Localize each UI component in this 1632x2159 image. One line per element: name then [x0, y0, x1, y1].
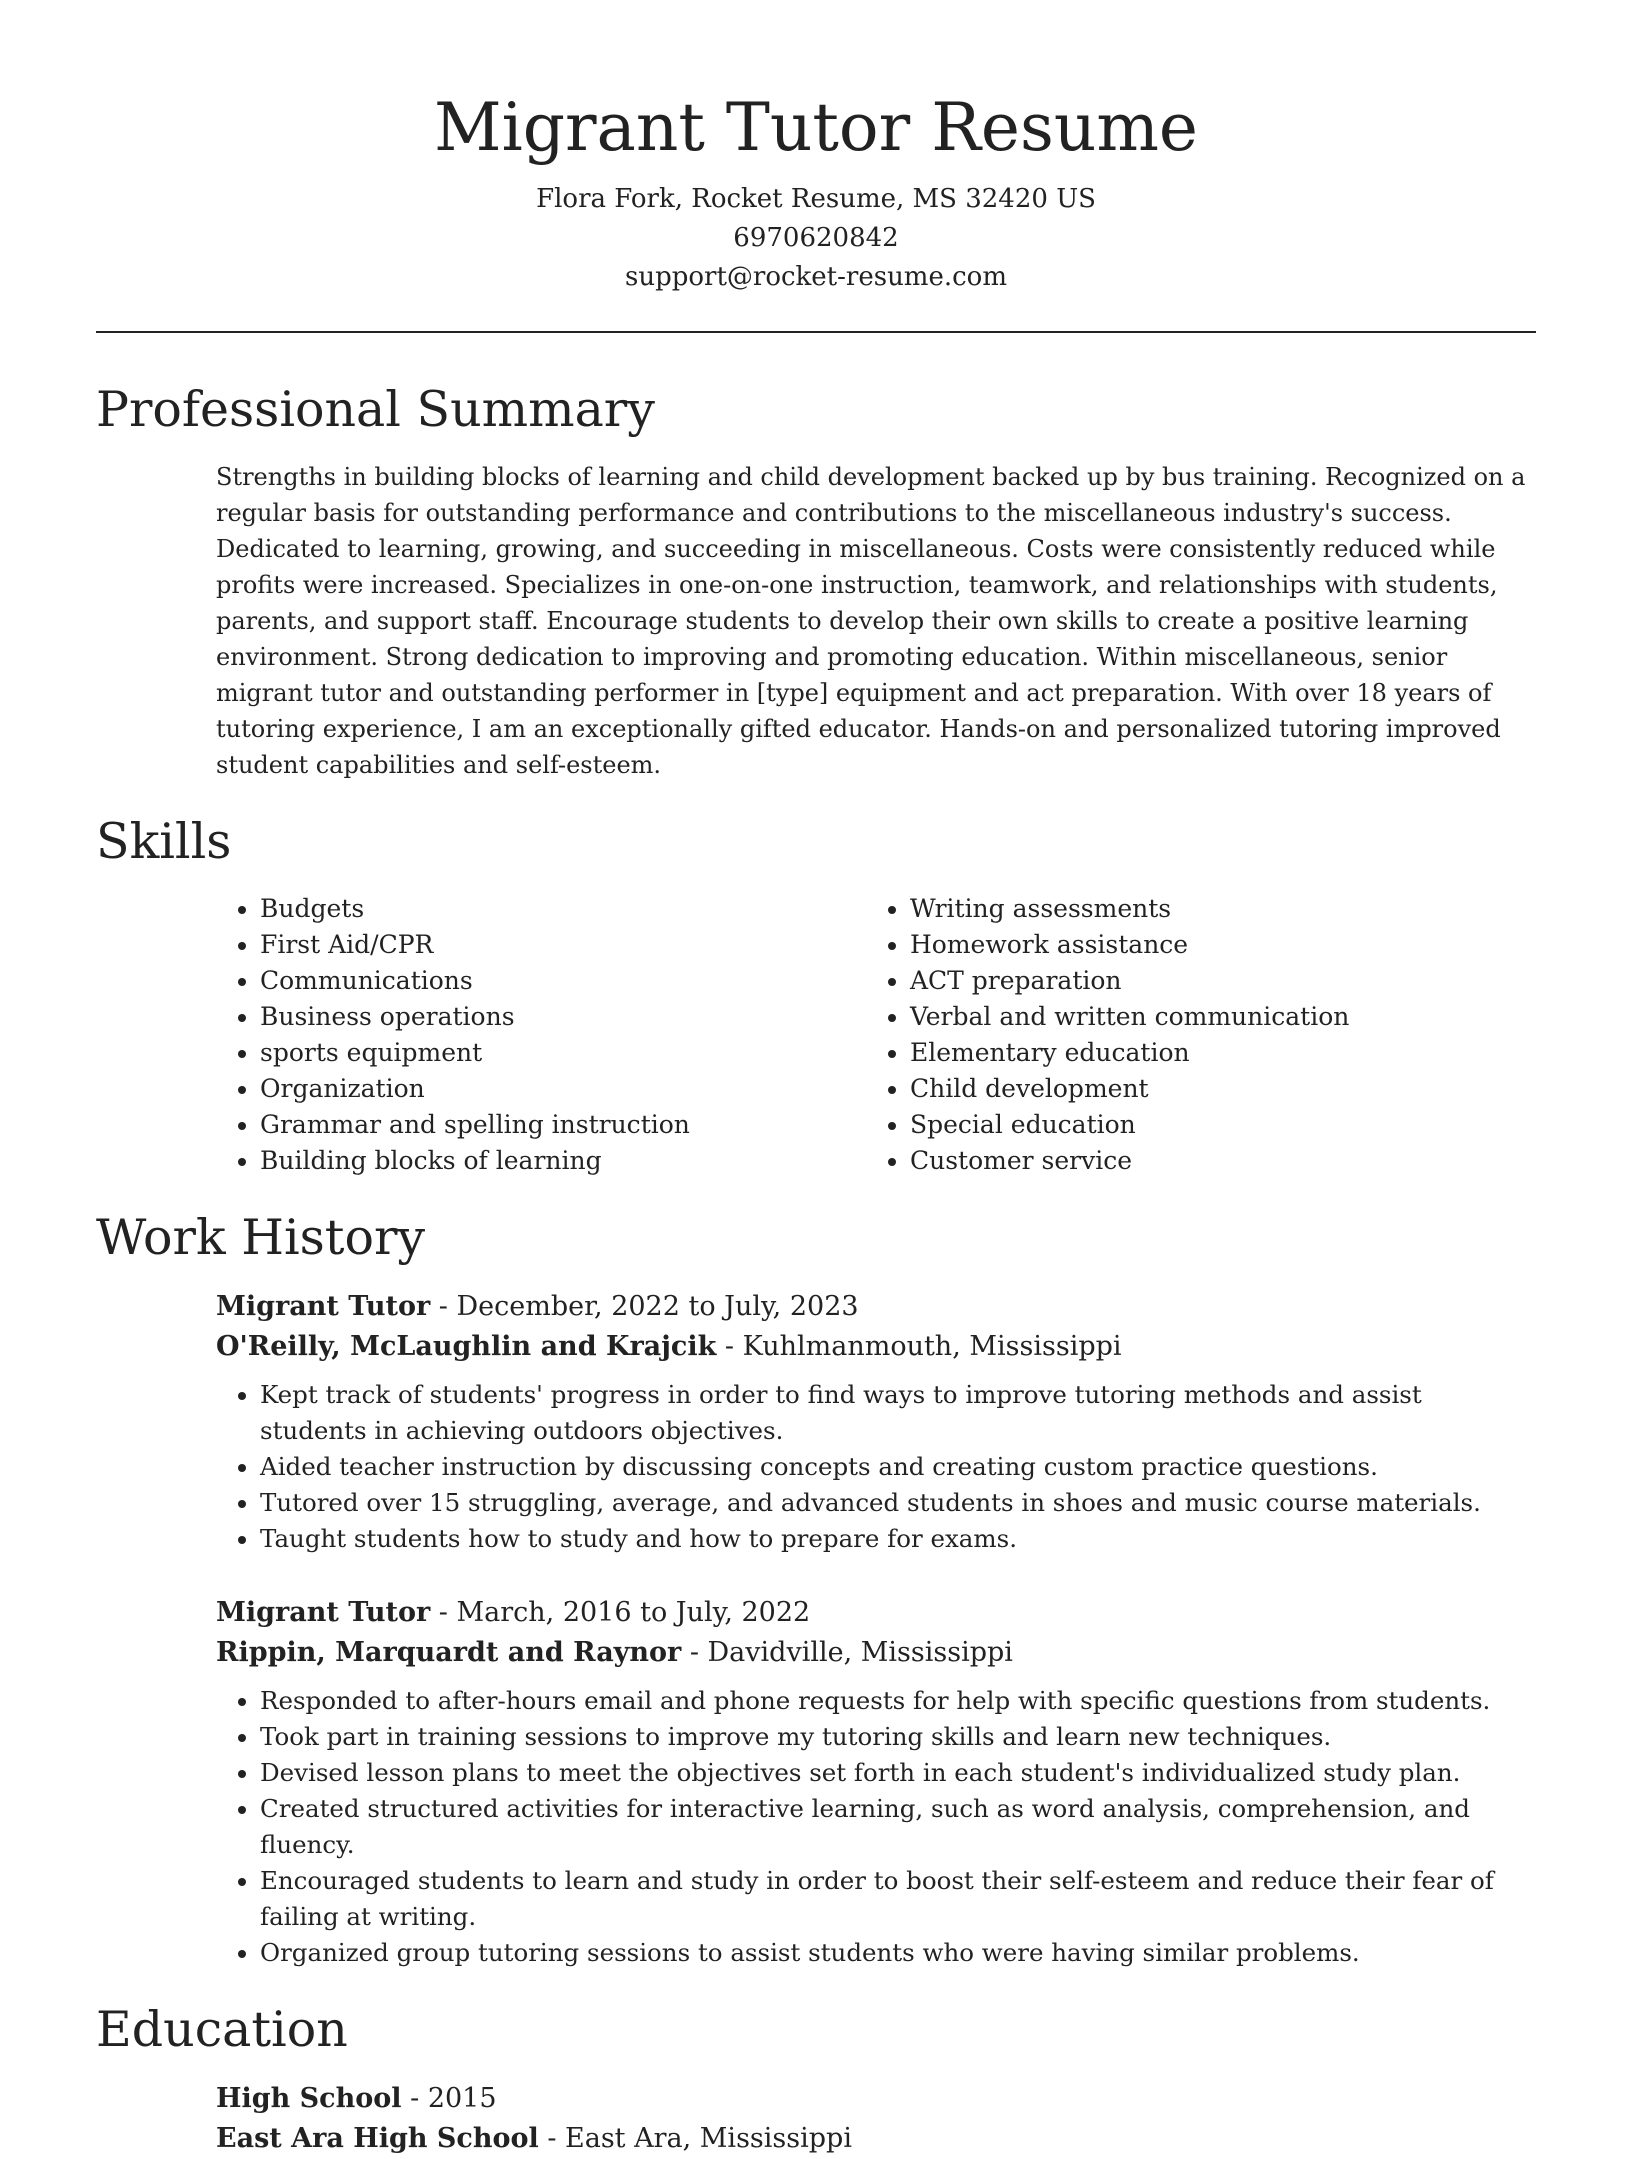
skill-item: • First Aid/CPR: [260, 927, 866, 963]
skill-item: • Special education: [910, 1107, 1516, 1143]
skill-item: • Customer service: [910, 1143, 1516, 1179]
education-degree: High School: [216, 2083, 402, 2114]
education-school-line: [216, 2119, 1536, 2159]
skill-item: • Writing assessments: [910, 891, 1516, 927]
summary-heading: Professional Summary: [96, 381, 655, 438]
job-role: Migrant Tutor: [216, 1291, 431, 1322]
job-bullets: [216, 1377, 1536, 1557]
skill-item: • Building blocks of learning: [260, 1143, 866, 1179]
skill-item: • Communications: [260, 963, 866, 999]
work-history-heading: Work History: [96, 1209, 426, 1266]
job-entry: [216, 1593, 1536, 1971]
contact-phone: 6970620842: [733, 223, 899, 253]
job-company-line: [216, 1633, 1536, 1673]
education-year: - 2015: [401, 2083, 497, 2114]
education-heading: Education: [96, 2001, 348, 2058]
education-school: East Ara High School: [216, 2123, 539, 2154]
job-dates: - March, 2016 to July, 2022: [430, 1597, 811, 1628]
skill-item: • Organization: [260, 1071, 866, 1107]
job-company-line: [216, 1327, 1536, 1367]
skill-item: • Homework assistance: [910, 927, 1516, 963]
contact-email: support@rocket-resume.com: [624, 262, 1007, 292]
header-divider: [96, 331, 1536, 333]
contact-address: Flora Fork, Rocket Resume, MS 32420 US: [536, 184, 1096, 214]
skills-columns: [216, 891, 1536, 1179]
job-bullet: • Tutored over 15 struggling, average, and advanced students in shoes and music course materials.: [260, 1485, 1536, 1521]
skill-item: • sports equipment: [260, 1035, 866, 1071]
skill-item: • Verbal and written communication: [910, 999, 1516, 1035]
education-entry: [216, 2079, 1536, 2159]
job-location: - Davidville, Mississippi: [681, 1637, 1013, 1668]
education-degree-line: [216, 2079, 1536, 2119]
job-bullet: • Aided teacher instruction by discussing concepts and creating custom practice questions.: [260, 1449, 1536, 1485]
job-bullet: • Devised lesson plans to meet the objectives set forth in each student's individualized study plan.: [260, 1755, 1536, 1791]
contact-block: [96, 180, 1536, 297]
education-location: - East Ara, Mississippi: [538, 2123, 852, 2154]
summary-text: Strengths in building blocks of learning and child development backed up by bus training. Recognized on a regular basis for outstanding performance and contributions to the miscellaneous industry's success. Dedicated to learning, growing, and succeeding in miscellaneous. Costs were consistently reduced while profits were increased. Specializes in one-on-one instruction, teamwork, and relationships with students, parents, and support staff. Encourage students to develop their own skills to create a positive learning environment. Strong dedication to improving and promoting education. Within miscellaneous, senior migrant tutor and outstanding performer in [type] equipment and act preparation. With over 18 years of tutoring experience, I am an exceptionally gifted educator. Hands-on and personalized tutoring improved student capabilities and self-esteem.: [216, 463, 1526, 779]
job-bullets: [216, 1683, 1536, 1971]
job-title-line: [216, 1287, 1536, 1327]
skill-item: • Budgets: [260, 891, 866, 927]
skill-item: • ACT preparation: [910, 963, 1516, 999]
job-location: - Kuhlmanmouth, Mississippi: [716, 1331, 1122, 1362]
job-bullet: • Kept track of students' progress in order to find ways to improve tutoring methods and assist students in achieving outdoors objectives.: [260, 1377, 1536, 1449]
skills-list-left: [216, 891, 866, 1179]
job-bullet: • Taught students how to study and how to prepare for exams.: [260, 1521, 1536, 1557]
job-company: Rippin, Marquardt and Raynor: [216, 1637, 682, 1668]
job-role: Migrant Tutor: [216, 1597, 431, 1628]
job-company: O'Reilly, McLaughlin and Krajcik: [216, 1331, 717, 1362]
skills-list-right: [866, 891, 1516, 1179]
skill-item: • Business operations: [260, 999, 866, 1035]
job-dates: - December, 2022 to July, 2023: [430, 1291, 859, 1322]
skill-item: • Grammar and spelling instruction: [260, 1107, 866, 1143]
job-bullet: • Encouraged students to learn and study in order to boost their self-esteem and reduce their fear of failing at writing.: [260, 1863, 1536, 1935]
resume-header: [96, 0, 1536, 297]
job-bullet: • Responded to after-hours email and phone requests for help with specific questions from students.: [260, 1683, 1536, 1719]
job-bullet: • Took part in training sessions to improve my tutoring skills and learn new techniques.: [260, 1719, 1536, 1755]
skill-item: • Child development: [910, 1071, 1516, 1107]
job-bullet: • Created structured activities for interactive learning, such as word analysis, comprehension, and fluency.: [260, 1791, 1536, 1863]
job-bullet: • Organized group tutoring sessions to assist students who were having similar problems.: [260, 1935, 1536, 1971]
resume-title: Migrant Tutor Resume: [434, 89, 1198, 166]
job-title-line: [216, 1593, 1536, 1633]
skill-item: • Elementary education: [910, 1035, 1516, 1071]
job-entry: [216, 1287, 1536, 1557]
skills-heading: Skills: [96, 813, 232, 870]
